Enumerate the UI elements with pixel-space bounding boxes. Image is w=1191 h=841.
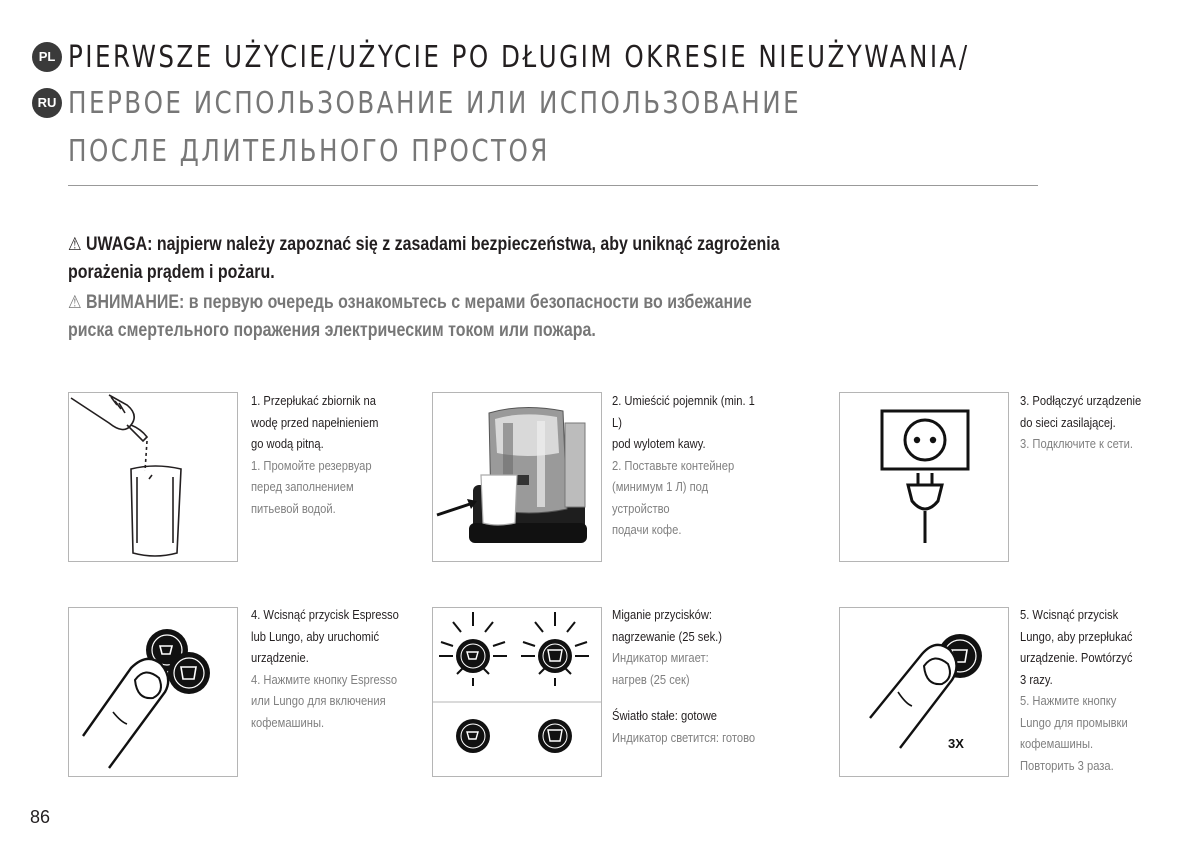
container-icon <box>481 475 517 525</box>
header-divider <box>68 185 1038 186</box>
illustration-press-button <box>68 607 238 777</box>
warning-pl-line1: UWAGA: najpierw należy zapoznać się z zasadami bezpieczeństwa, aby uniknąć zagrożenia <box>85 234 780 255</box>
illustration-coffee-machine <box>432 392 602 562</box>
title-pl: PIERWSZE UŻYCIE/UŻYCIE PO DŁUGIM OKRESIE NIEUŻYWANIA/ <box>68 40 970 75</box>
repeat-count-label: 3X <box>948 736 964 751</box>
title-ru-line1: ПЕРВОЕ ИСПОЛЬЗОВАНИЕ ИЛИ ИСПОЛЬЗОВАНИЕ <box>68 86 802 121</box>
page-number: 86 <box>30 807 51 827</box>
warning-pl <box>68 230 891 287</box>
warning-ru <box>68 288 891 345</box>
step-5-text: 5. Wcisnąć przycisk Lungo, aby przepłukać urządzenie. Powtórzyć 3 razy. 5. Нажмите кнопку Lungo для промывки кофемашины. Повторить 3 раза. <box>1020 607 1133 773</box>
language-badge-pl: PL <box>32 42 62 72</box>
title-ru-line2: ПОСЛЕ ДЛИТЕЛЬНОГО ПРОСТОЯ <box>68 134 550 169</box>
step-lights-text: Miganie przycisków: nagrzewanie (25 sek.) Индикатор мигает: нагрев (25 сек) Światło stałe: gotowe Индикатор светится: готово <box>612 607 756 745</box>
illustration-plug-in <box>839 392 1009 562</box>
illustration-rinse-3x <box>839 607 1009 777</box>
warning-icon: ⚠ <box>68 234 82 254</box>
step-2-text: 2. Umieścić pojemnik (min. 1 L) pod wylotem kawy. 2. Поставьте контейнер (минимум 1 Л) под устройство подачи кофе. <box>612 393 755 537</box>
plug-icon <box>908 473 942 543</box>
warning-pl-line2: porażenia prądem i pożaru. <box>68 262 275 283</box>
warning-icon: ⚠ <box>68 292 82 312</box>
step-1-text: 1. Przepłukać zbiornik na wodę przed napełnieniem go wodą pitną. 1. Промойте резервуар перед заполнением питьевой водой. <box>251 393 379 516</box>
step-3-text: 3. Podłączyć urządzenie do sieci zasilającej. 3. Подключите к сети. <box>1020 393 1142 451</box>
warning-ru-line2: риска смертельного поражения электрическим током или пожара. <box>68 320 596 341</box>
warning-ru-line1: ВНИМАНИЕ: в первую очередь ознакомьтесь с мерами безопасности во избежание <box>85 292 752 313</box>
language-badge-ru: RU <box>32 88 62 118</box>
illustration-rinse-tank <box>68 392 238 562</box>
step-4-text: 4. Wcisnąć przycisk Espresso lub Lungo, aby uruchomić urządzenie. 4. Нажмите кнопку Espresso или Lungo для включения кофемашины. <box>251 607 399 730</box>
illustration-button-lights <box>432 607 602 777</box>
